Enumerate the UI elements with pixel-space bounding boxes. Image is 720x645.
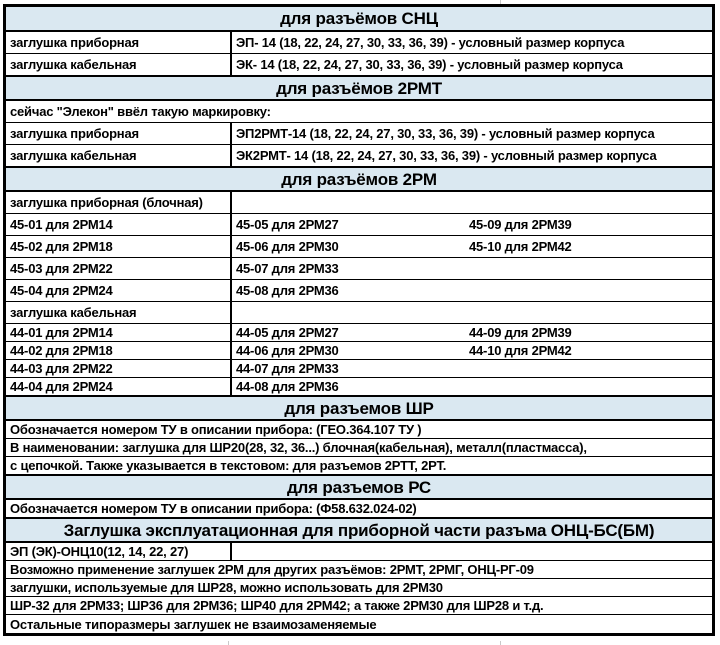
table-cell[interactable]: 44-05 для 2РМ27	[236, 325, 339, 340]
table-cell[interactable]: ЭК- 14 (18, 22, 24, 27, 30, 33, 36, 39) - условный размер корпуса	[236, 57, 623, 72]
table-cell[interactable]: заглушка приборная	[6, 32, 232, 53]
table-cell[interactable]: 44-06 для 2РМ30	[236, 343, 339, 358]
table-cell[interactable]: Обозначается номером ТУ в описании прибора: (Ф58.632.024-02)	[10, 501, 417, 516]
table-cell[interactable]: ЭП2РМТ-14 (18, 22, 24, 27, 30, 33, 36, 39) - условный размер корпуса	[236, 126, 655, 141]
table-row	[6, 421, 712, 439]
table-cell[interactable]: 45-06 для 2РМ30	[236, 239, 339, 254]
section-header	[6, 7, 712, 32]
table-cell[interactable]	[232, 302, 712, 323]
table-cell[interactable]: заглушка приборная (блочная)	[6, 192, 232, 213]
table-cell[interactable]	[232, 543, 712, 560]
table-row	[6, 32, 712, 54]
table-cell[interactable]: ЭП- 14 (18, 22, 24, 27, 30, 33, 36, 39) - условный размер корпуса	[236, 35, 625, 50]
table-cell[interactable]: 44-02 для 2РМ18	[6, 342, 232, 359]
table-cell[interactable]: ЭП (ЭК)-ОНЦ10(12, 14, 22, 27)	[6, 543, 232, 560]
table-cell[interactable]: сейчас "Элекон" ввёл такую маркировку:	[10, 104, 271, 119]
table-cell[interactable]: 45-09 для 2РМ39	[469, 217, 572, 232]
table-cell[interactable]: Остальные типоразмеры заглушек не взаимозаменяемые	[10, 616, 377, 632]
gridline	[500, 641, 501, 645]
table-cell[interactable]: Возможно применение заглушек 2РМ для других разъёмов: 2РМТ, 2РМГ, ОНЦ-РГ-09	[10, 562, 534, 577]
section-header-label[interactable]: Заглушка эксплуатационная для приборной части разъма ОНЦ-БС(БМ)	[63, 521, 655, 539]
table-cell[interactable]: 44-03 для 2РМ22	[6, 360, 232, 377]
table-row	[6, 561, 712, 579]
section-header	[6, 76, 712, 101]
table-cell[interactable]: 45-10 для 2РМ42	[469, 239, 572, 254]
section-header-label[interactable]: для разъемов ШР	[284, 399, 434, 417]
table-cell[interactable]: заглушка приборная	[6, 123, 232, 144]
table-cell[interactable]	[465, 378, 712, 395]
table-cell[interactable]: 45-08 для 2РМ36	[236, 283, 339, 298]
table-cell[interactable]: 44-10 для 2РМ42	[469, 343, 572, 358]
table-row	[6, 280, 712, 302]
table-row	[6, 145, 712, 167]
table-row	[6, 123, 712, 145]
table-cell[interactable]: 45-05 для 2РМ27	[236, 217, 339, 232]
table-row	[6, 192, 712, 214]
table-cell[interactable]: 44-09 для 2РМ39	[469, 325, 572, 340]
table-row	[6, 101, 712, 123]
connector-caps-table	[3, 4, 715, 636]
table-cell[interactable]	[232, 192, 712, 213]
table-cell[interactable]: ЭК2РМТ- 14 (18, 22, 24, 27, 30, 33, 36, 39) - условный размер корпуса	[236, 148, 657, 163]
gridline	[228, 641, 229, 645]
table-row	[6, 378, 712, 396]
section-header	[6, 167, 712, 192]
table-row	[6, 342, 712, 360]
table-row	[6, 302, 712, 324]
table-row	[6, 360, 712, 378]
table-cell[interactable]: 44-07 для 2РМ33	[236, 361, 339, 376]
section-header-label[interactable]: для разъемов РС	[286, 478, 432, 496]
table-row	[6, 324, 712, 342]
table-cell[interactable]: Обозначается номером ТУ в описании прибора: (ГЕО.364.107 ТУ )	[10, 422, 422, 437]
table-cell[interactable]: 45-03 для 2РМ22	[6, 258, 232, 279]
section-header	[6, 396, 712, 421]
table-row	[6, 597, 712, 615]
section-header	[6, 475, 712, 500]
table-cell[interactable]: заглушка кабельная	[6, 54, 232, 75]
table-cell[interactable]	[465, 280, 712, 301]
section-header-label[interactable]: для разъёмов СНЦ	[280, 10, 438, 27]
table-cell[interactable]: 45-07 для 2РМ33	[236, 261, 339, 276]
table-cell[interactable]: заглушка кабельная	[6, 145, 232, 166]
table-row	[6, 579, 712, 597]
table-row	[6, 615, 712, 633]
table-cell[interactable]	[465, 360, 712, 377]
table-row	[6, 214, 712, 236]
section-header-label[interactable]: для разъёмов 2РМ	[281, 170, 437, 188]
table-cell[interactable]: ШР-32 для 2РМ33; ШР36 для 2РМ36; ШР40 для 2РМ42; а также 2РМ30 для ШР28 и т.д.	[10, 598, 544, 613]
table-row	[6, 457, 712, 475]
table-cell[interactable]: 45-01 для 2РМ14	[6, 214, 232, 235]
table-cell[interactable]: 45-02 для 2РМ18	[6, 236, 232, 257]
section-header-label[interactable]: для разъёмов 2РМТ	[276, 79, 442, 97]
table-row	[6, 258, 712, 280]
table-cell[interactable]: 44-04 для 2РМ24	[6, 378, 232, 395]
table-cell[interactable]: заглушки, используемые для ШР28, можно использовать для 2РМ30	[10, 580, 443, 595]
table-row	[6, 236, 712, 258]
table-row	[6, 500, 712, 518]
table-row	[6, 543, 712, 561]
table-cell[interactable]: 44-08 для 2РМ36	[236, 379, 339, 394]
section-header	[6, 518, 712, 543]
table-cell[interactable]: В наименовании: заглушка для ШР20(28, 32, 36...) блочная(кабельная), металл(пластмасса),	[10, 440, 587, 455]
table-cell[interactable]	[465, 258, 712, 279]
table-cell[interactable]: с цепочкой. Также указывается в текстовом: для разъемов 2РТТ, 2РТ.	[10, 458, 447, 473]
table-cell[interactable]: 45-04 для 2РМ24	[6, 280, 232, 301]
table-row	[6, 439, 712, 457]
table-cell[interactable]: 44-01 для 2РМ14	[6, 324, 232, 341]
table-cell[interactable]: заглушка кабельная	[6, 302, 232, 323]
table-row	[6, 54, 712, 76]
